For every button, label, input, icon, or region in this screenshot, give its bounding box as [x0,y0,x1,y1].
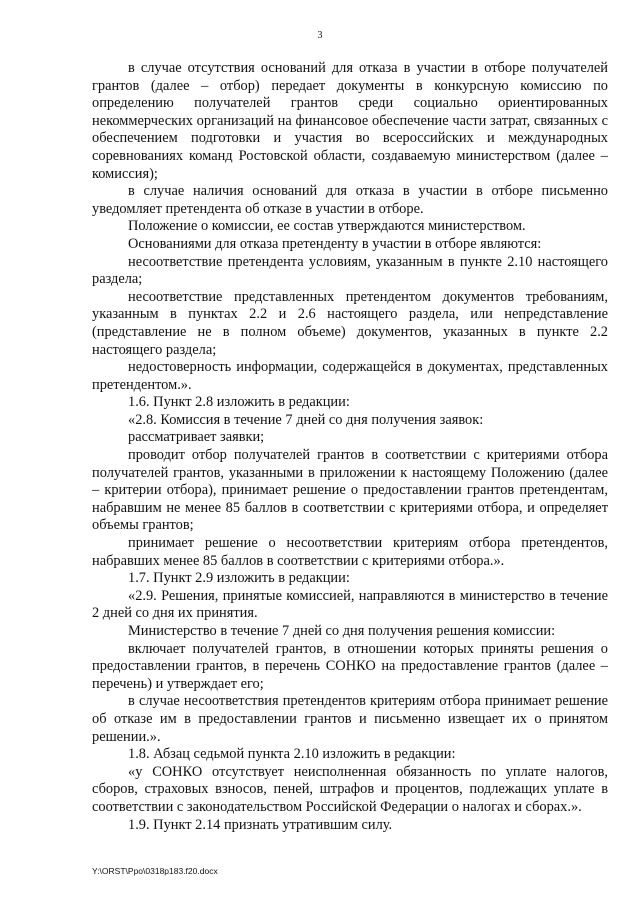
paragraph: Министерство в течение 7 дней со дня получения решения комиссии: [128,623,556,639]
paragraph: в случае отсутствия оснований для отказа в участии в отборе получателей грантов (далее – отбор) передает документы в конкурсную комиссию по определению получателей грантов среди социально ориентированных некоммерческих организаций на финансовое обеспечение части затрат, связанных с обеспечением подготовки и участия во всероссийских и международных соревнованиях команд Ростовской области, создаваемую министерством (далее – комиссия); [92,60,608,182]
paragraph: «2.9. Решения, принятые комиссией, направляются в министерство в течение 2 дней со дня их принятия. [92,587,608,622]
paragraph: 1.8. Абзац седьмой пункта 2.10 изложить в редакции: [128,746,456,763]
paragraph: включает получателей грантов, в отношении которых приняты решения о предоставлении грантов, в перечень СОНКО на предоставление грантов (далее – перечень) и утверждает его; [92,640,608,692]
paragraph: принимает решение о несоответствии критериям отбора претендентов, набравших менее 85 баллов в соответствии с критериями отбора.». [92,535,608,569]
paragraph: в случае наличия оснований для отказа в участии в отборе письменно уведомляет претендента об отказе в участии в отборе. [92,183,608,217]
page-number: 3 [317,30,323,41]
file-path-footer: Y:\ORST\Ppo\0318p183.f20.docx [92,866,218,876]
paragraph: «у СОНКО отсутствует неисполненная обязанность по уплате налогов, сборов, страховых взносов, пеней, штрафов и процентов, подлежащих уплате в соответствии с законодательством Российской Федерации о налогах и сборах.». [92,763,608,815]
document-body [92,60,608,834]
paragraph: несоответствие претендента условиям, указанным в пункте 2.10 настоящего раздела; [92,253,608,288]
paragraph: «2.8. Комиссия в течение 7 дней со дня получения заявок: [128,411,484,428]
paragraph: Положение о комиссии, ее состав утверждаются министерством. [128,218,526,235]
paragraph: Основаниями для отказа претенденту в участии в отборе являются: [128,235,542,252]
paragraph: проводит отбор получателей грантов в соответствии с критериями отбора получателей грантов, указанными в приложении к настоящему Положению (далее – критерии отбора), принимает решение о предоставлении грантов претендентам, набравшим не менее 85 баллов в соответствии с критериями отбора, и определяет объемы грантов; [92,447,608,534]
paragraph: рассматривает заявки; [128,429,265,446]
paragraph: 1.9. Пункт 2.14 признать утратившим силу. [128,816,393,833]
paragraph: несоответствие представленных претендентом документов требованиям, указанным в пунктах 2.2 и 2.6 настоящего раздела, или непредставление (представление не в полном объеме) документов, указанных в пункте 2.2 настоящего раздела; [92,288,608,358]
paragraph: 1.6. Пункт 2.8 изложить в редакции: [128,394,350,411]
paragraph: недостоверность информации, содержащейся в документах, представленных претендентом.». [92,359,608,393]
paragraph: 1.7. Пункт 2.9 изложить в редакции: [128,570,350,587]
paragraph: в случае несоответствия претендентов критериям отбора принимает решение об отказе им в предоставлении грантов и письменно извещает их о принятом решении.». [92,693,608,745]
